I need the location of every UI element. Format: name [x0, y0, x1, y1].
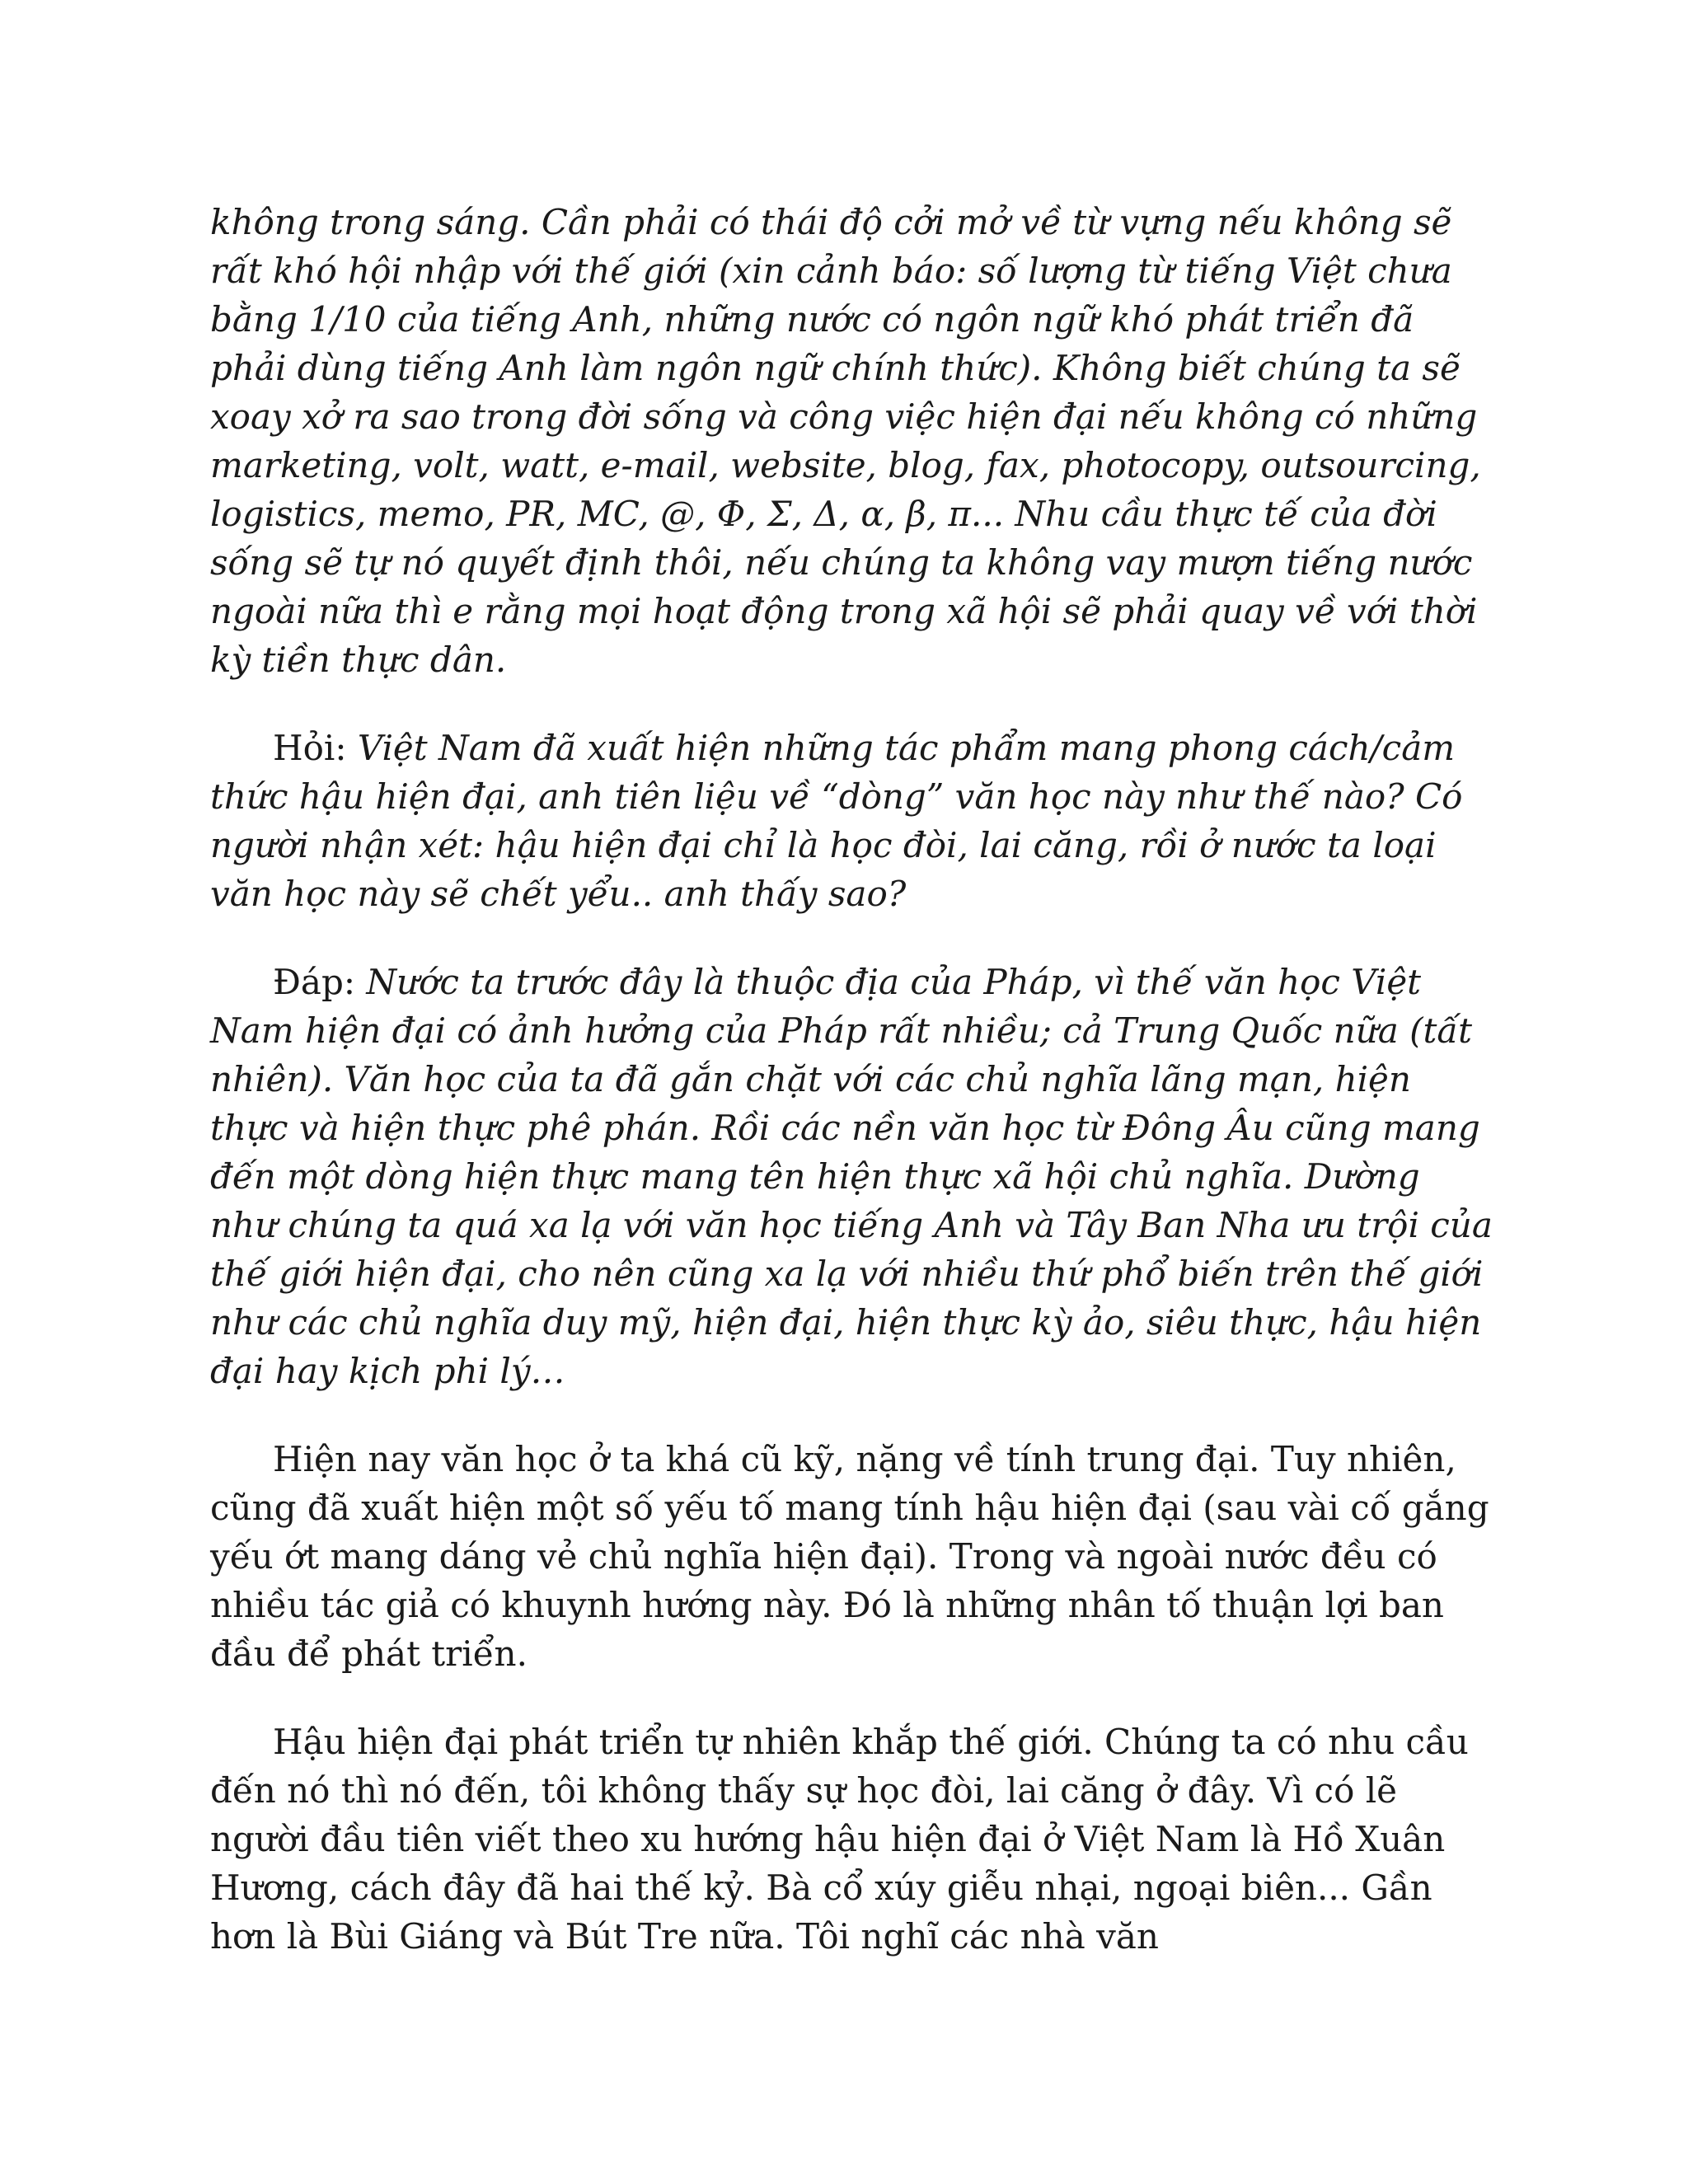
answer-paragraph	[210, 958, 1496, 1395]
paragraph-text: Hiện nay văn học ở ta khá cũ kỹ, nặng về tính trung đại. Tuy nhiên, cũng đã xuất hiện một số yếu tố mang tính hậu hiện đại (sau vài cố gắng yếu ớt mang dáng vẻ chủ nghĩa hiện đại). Trong và ngoài nước đều có nhiều tác giả có khuynh hướng này. Đó là những nhân tố thuận lợi ban đầu để phát triển.	[210, 1439, 1489, 1674]
body-paragraph	[210, 1718, 1496, 1961]
answer-label: Đáp:	[273, 962, 367, 1002]
paragraph-text: Hậu hiện đại phát triển tự nhiên khắp thế giới. Chúng ta có nhu cầu đến nó thì nó đến, tôi không thấy sự học đòi, lai căng ở đây. Vì có lẽ người đầu tiên viết theo xu hướng hậu hiện đại ở Việt Nam là Hồ Xuân Hương, cách đây đã hai thế kỷ. Bà cổ xúy giễu nhại, ngoại biên... Gần hơn là Bùi Giáng và Bút Tre nữa. Tôi nghĩ các nhà văn	[210, 1722, 1469, 1957]
body-paragraph	[210, 1435, 1496, 1678]
question-text: Việt Nam đã xuất hiện những tác phẩm mang phong cách/cảm thức hậu hiện đại, anh tiên liệu về “dòng” văn học này như thế nào? Có người nhận xét: hậu hiện đại chỉ là học đòi, lai căng, rồi ở nước ta loại văn học này sẽ chết yểu.. anh thấy sao?	[210, 728, 1463, 914]
document-page	[210, 198, 1496, 2000]
answer-text: Nước ta trước đây là thuộc địa của Pháp, vì thế văn học Việt Nam hiện đại có ảnh hưởng của Pháp rất nhiều; cả Trung Quốc nữa (tất nhiên). Văn học của ta đã gắn chặt với các chủ nghĩa lãng mạn, hiện thực và hiện thực phê phán. Rồi các nền văn học từ Đông Âu cũng mang đến một dòng hiện thực mang tên hiện thực xã hội chủ nghĩa. Dường như chúng ta quá xa lạ với văn học tiếng Anh và Tây Ban Nha ưu trội của thế giới hiện đại, cho nên cũng xa lạ với nhiều thứ phổ biến trên thế giới như các chủ nghĩa duy mỹ, hiện đại, hiện thực kỳ ảo, siêu thực, hậu hiện đại hay kịch phi lý…	[210, 962, 1493, 1391]
paragraph-text: không trong sáng. Cần phải có thái độ cởi mở về từ vựng nếu không sẽ rất khó hội nhập với thế giới (xin cảnh báo: số lượng từ tiếng Việt chưa bằng 1/10 của tiếng Anh, những nước có ngôn ngữ khó phát triển đã phải dùng tiếng Anh làm ngôn ngữ chính thức). Không biết chúng ta sẽ xoay xở ra sao trong đời sống và công việc hiện đại nếu không có những marketing, volt, watt, e-mail, website, blog, fax, photocopy, outsourcing, logistics, memo, PR, MC, @, Φ, Σ, Δ, α, β, π... Nhu cầu thực tế của đời sống sẽ tự nó quyết định thôi, nếu chúng ta không vay mượn tiếng nước ngoài nữa thì e rằng mọi hoạt động trong xã hội sẽ phải quay về với thời kỳ tiền thực dân.	[210, 202, 1481, 680]
answer-continuation-paragraph	[210, 198, 1496, 684]
question-paragraph	[210, 724, 1496, 918]
question-label: Hỏi:	[273, 728, 358, 768]
